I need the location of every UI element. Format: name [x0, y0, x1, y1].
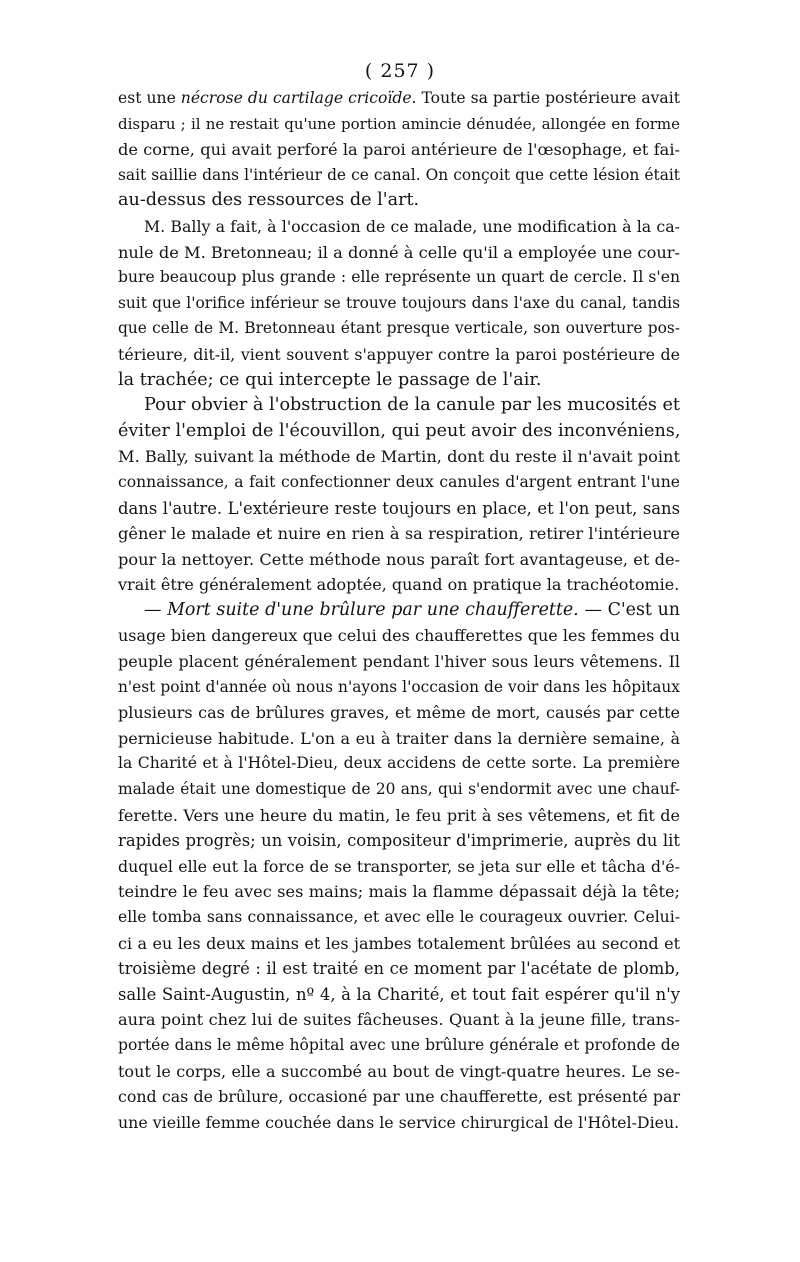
- text-line: [118, 726, 680, 752]
- text-segment: teindre le feu avec ses mains; mais la flamme dépassait déjà la tête;: [118, 882, 680, 902]
- text-segment: une vieille femme couchée dans le service chirurgical de l'Hôtel-Dieu.: [118, 1112, 680, 1132]
- text-segment: Toute sa partie postérieure avait: [416, 89, 680, 107]
- body-text: [118, 86, 680, 1135]
- text-line: [118, 470, 680, 496]
- italic-text: nécrose du cartilage cricoïde.: [180, 89, 417, 107]
- text-line: [118, 316, 680, 342]
- text-segment: plusieurs cas de brûlures graves, et même de mort, causés par cette: [118, 703, 680, 723]
- text-segment: bure beaucoup plus grande : elle représente un quart de cercle. Il s'en: [118, 268, 680, 287]
- text-segment: vrait être généralement adoptée, quand on pratique la trachéotomie.: [118, 575, 680, 595]
- text-segment: rapides progrès; un voisin, compositeur d'imprimerie, auprès du lit: [118, 831, 680, 851]
- text-line: [118, 982, 680, 1008]
- text-segment: sait saillie dans l'intérieur de ce canal. On conçoit que cette lésion était: [118, 165, 680, 184]
- text-segment: suit que l'orifice inférieur se trouve toujours dans l'axe du canal, tandis: [118, 293, 680, 312]
- text-segment: que celle de M. Bretonneau étant presque verticale, son ouverture pos-: [118, 319, 680, 338]
- text-line: [118, 1007, 680, 1033]
- paragraph: [118, 214, 680, 393]
- text-line: [118, 905, 680, 931]
- text-segment: gêner le malade et nuire en rien à sa respiration, retirer l'intérieure: [118, 524, 680, 544]
- text-line: [118, 1033, 680, 1059]
- text-segment: térieure, dit-il, vient souvent s'appuyer contre la paroi postérieure de: [118, 344, 680, 364]
- text-segment: nule de M. Bretonneau; il a donné à celle qu'il a employée une cour-: [118, 242, 680, 262]
- text-line: [118, 86, 680, 112]
- text-line: [118, 777, 680, 803]
- text-segment: portée dans le même hôpital avec une brûlure générale et profonde de: [118, 1035, 680, 1054]
- text-segment: pernicieuse habitude. L'on a eu à traiter dans la dernière semaine, à: [118, 728, 680, 748]
- paragraph: [118, 86, 680, 214]
- text-segment: Pour obvier à l'obstruction de la canule par les mucosités et: [144, 395, 680, 416]
- text-line: [118, 444, 680, 470]
- text-segment: — C'est un: [578, 599, 680, 620]
- text-line: [118, 828, 680, 854]
- text-segment: malade était une domestique de 20 ans, qui s'endormit avec une chauf-: [118, 780, 680, 799]
- text-line: [118, 112, 680, 138]
- text-segment: disparu ; il ne restait qu'une portion amincie dénudée, allongée en forme: [118, 114, 680, 133]
- text-segment: est une: [118, 89, 181, 107]
- text-line: [118, 393, 680, 419]
- text-line: [118, 547, 680, 573]
- text-line: [118, 188, 680, 214]
- text-segment: de corne, qui avait perforé la paroi antérieure de l'œsophage, et fai-: [118, 140, 680, 160]
- text-segment: au-dessus des ressources de l'art.: [118, 190, 420, 211]
- text-segment: M. Bally, suivant la méthode de Martin, dont du reste il n'avait point: [118, 447, 680, 467]
- italic-text: Mort suite d'une brûlure par une chaufferette.: [167, 599, 579, 620]
- text-segment: dans l'autre. L'extérieure reste toujours en place, et l'on peut, sans: [118, 498, 680, 518]
- text-line: [118, 700, 680, 726]
- text-line: [118, 163, 680, 189]
- text-segment: la trachée; ce qui intercepte le passage de l'air.: [118, 369, 542, 390]
- text-line: [118, 854, 680, 880]
- paragraph: [118, 598, 680, 1135]
- text-line: [118, 419, 680, 445]
- text-segment: peuple placent généralement pendant l'hiver sous leurs vêtemens. Il: [118, 652, 680, 672]
- text-segment: elle tomba sans connaissance, et avec elle le courageux ouvrier. Celui-: [118, 908, 680, 926]
- text-line: [118, 291, 680, 317]
- text-line: [118, 598, 680, 624]
- text-line: [118, 1059, 680, 1085]
- text-segment: connaissance, a fait confectionner deux canules d'argent entrant l'une: [118, 472, 680, 491]
- text-line: [118, 265, 680, 291]
- text-segment: la Charité et à l'Hôtel-Dieu, deux accidens de cette sorte. La première: [118, 754, 680, 773]
- text-line: [118, 1084, 680, 1110]
- text-line: [118, 879, 680, 905]
- text-line: [118, 1110, 680, 1136]
- text-segment: ferette. Vers une heure du matin, le feu prit à ses vêtemens, et fit de: [118, 805, 680, 825]
- text-segment: duquel elle eut la force de se transporter, se jeta sur elle et tâcha d'é-: [118, 856, 680, 876]
- text-segment: M. Bally a fait, à l'occasion de ce malade, une modification à la ca-: [144, 216, 680, 236]
- text-line: [118, 368, 680, 394]
- text-line: [118, 496, 680, 522]
- text-segment: éviter l'emploi de l'écouvillon, qui peut avoir des inconvéniens,: [118, 420, 681, 441]
- text-line: [118, 137, 680, 163]
- text-line: [118, 675, 680, 701]
- paragraph: [118, 393, 680, 598]
- text-line: [118, 572, 680, 598]
- text-segment: usage bien dangereux que celui des chaufferettes que les femmes du: [118, 626, 680, 646]
- text-line: [118, 240, 680, 266]
- text-line: [118, 342, 680, 368]
- text-segment: troisième degré : il est traité en ce moment par l'acétate de plomb,: [118, 959, 680, 979]
- text-segment: aura point chez lui de suites fâcheuses. Quant à la jeune fille, trans-: [118, 1010, 680, 1030]
- text-line: [118, 803, 680, 829]
- text-segment: cond cas de brûlure, occasioné par une chaufferette, est présenté par: [118, 1087, 680, 1107]
- text-line: [118, 649, 680, 675]
- text-segment: salle Saint-Augustin, nº 4, à la Charité, et tout fait espérer qu'il n'y: [118, 984, 680, 1004]
- text-line: [118, 214, 680, 240]
- text-line: [118, 521, 680, 547]
- text-line: [118, 931, 680, 957]
- text-line: [118, 956, 680, 982]
- page-number: ( 257 ): [364, 60, 436, 82]
- text-line: [118, 623, 680, 649]
- text-segment: n'est point d'année où nous n'ayons l'occasion de voir dans les hôpitaux: [118, 677, 680, 696]
- text-segment: tout le corps, elle a succombé au bout de vingt-quatre heures. Le se-: [118, 1061, 680, 1081]
- text-segment: —: [144, 599, 168, 620]
- text-segment: pour la nettoyer. Cette méthode nous paraît fort avantageuse, et de-: [118, 549, 680, 569]
- text-line: [118, 751, 680, 777]
- text-segment: ci a eu les deux mains et les jambes totalement brûlées au second et: [118, 933, 680, 953]
